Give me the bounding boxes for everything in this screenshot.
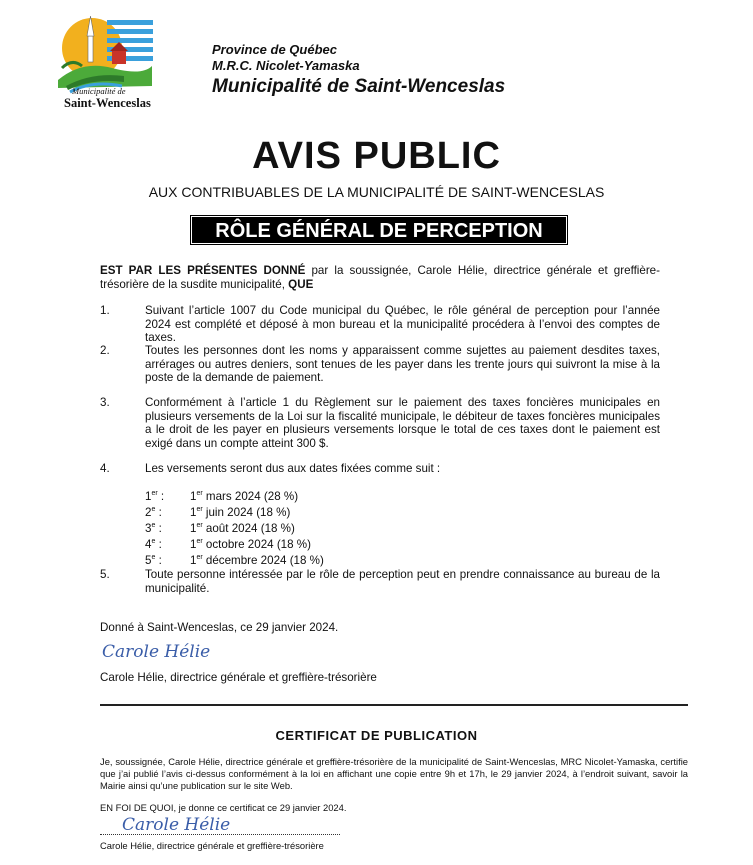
- item-number: 2.: [100, 344, 110, 357]
- installment-list: [145, 487, 324, 567]
- logo-caption-name: Saint-Wenceslas: [64, 96, 151, 110]
- intro-que: QUE: [288, 277, 314, 291]
- banner: [192, 217, 566, 243]
- certificate-text: Je, soussignée, Carole Hélie, directrice générale et greffière-trésorière de la municipalité de Saint-Wenceslas, MRC Nicolet-Yamaska, certifie que j’ai publié l’avis ci-dessus conformément à la loi en affichant une copie entre 9h et 17h, le 29 janvier 2024, à l’endroit suivant, savoir la Mairie ainsi qu’une publication sur le site Web.: [100, 756, 688, 791]
- logo-caption-small: Municipalité de: [72, 86, 126, 96]
- installment-row: 2e : 1er juin 2024 (18 %): [145, 506, 291, 519]
- header-mrc: M.R.C. Nicolet-Yamaska: [212, 58, 360, 73]
- installment-row: 1er : 1er mars 2024 (28 %): [145, 490, 299, 503]
- page-title: AVIS PUBLIC: [252, 135, 501, 177]
- intro-text: par la soussignée, Carole Hélie, directrice générale et greffière-trésorière de la susdite municipalité,: [100, 264, 660, 291]
- given-line: Donné à Saint-Wenceslas, ce 29 janvier 2024.: [100, 621, 339, 634]
- signature: Carole Hélie: [102, 642, 211, 662]
- divider: [100, 704, 688, 706]
- item-number: 3.: [100, 396, 110, 409]
- installment-row: 4e : 1er octobre 2024 (18 %): [145, 538, 311, 551]
- item-number: 4.: [100, 462, 110, 475]
- intro-paragraph: [100, 264, 660, 291]
- item-text: Toute personne intéressée par le rôle de perception peut en prendre connaissance au bureau de la municipalité.: [145, 568, 660, 595]
- item-text: Toutes les personnes dont les noms y apparaissent comme sujettes au paiement desdites taxes, arrérages ou autres deniers, sont tenues de les payer dans les trente jours qui suivront la mise à la poste de la demande de paiement.: [145, 344, 660, 384]
- installment-row: 5e : 1er décembre 2024 (18 %): [145, 554, 324, 567]
- page-subtitle: AUX CONTRIBUABLES DE LA MUNICIPALITÉ DE SAINT-WENCESLAS: [148, 184, 605, 200]
- item-text: Les versements seront dus aux dates fixées comme suit :: [145, 462, 441, 475]
- item-text: Suivant l’article 1007 du Code municipal du Québec, le rôle général de perception pour l’année 2024 est complété et déposé à mon bureau et la municipalité procédera à l’envoi des comptes de taxes.: [145, 304, 660, 344]
- certificate-title: CERTIFICAT DE PUBLICATION: [275, 728, 478, 743]
- header-province: Province de Québec: [212, 42, 337, 57]
- certificate-signature: Carole Hélie: [122, 815, 231, 835]
- header-municipality: Municipalité de Saint-Wenceslas: [212, 76, 506, 97]
- item-number: 1.: [100, 304, 110, 317]
- municipality-logo: [52, 8, 157, 113]
- item-text: Conformément à l’article 1 du Règlement sur le paiement des taxes foncières municipales en plusieurs versements de la Loi sur la fiscalité municipale, le débiteur de taxes foncières municipales a le droit de les payer en plusieurs versements lorsque le total de ces taxes dont le paiement est exigé dans un compte atteint 300 $.: [145, 396, 660, 450]
- installment-row: 3e : 1er août 2024 (18 %): [145, 522, 295, 535]
- certificate-foi: EN FOI DE QUOI, je donne ce certificat ce 29 janvier 2024.: [100, 802, 347, 813]
- certificate-signer: Carole Hélie, directrice générale et greffière-trésorière: [100, 840, 324, 851]
- signer-line: Carole Hélie, directrice générale et greffière-trésorière: [100, 671, 377, 684]
- banner-text: RÔLE GÉNÉRAL DE PERCEPTION: [215, 220, 543, 242]
- item-number: 5.: [100, 568, 110, 581]
- intro-bold: EST PAR LES PRÉSENTES DONNÉ: [100, 264, 306, 277]
